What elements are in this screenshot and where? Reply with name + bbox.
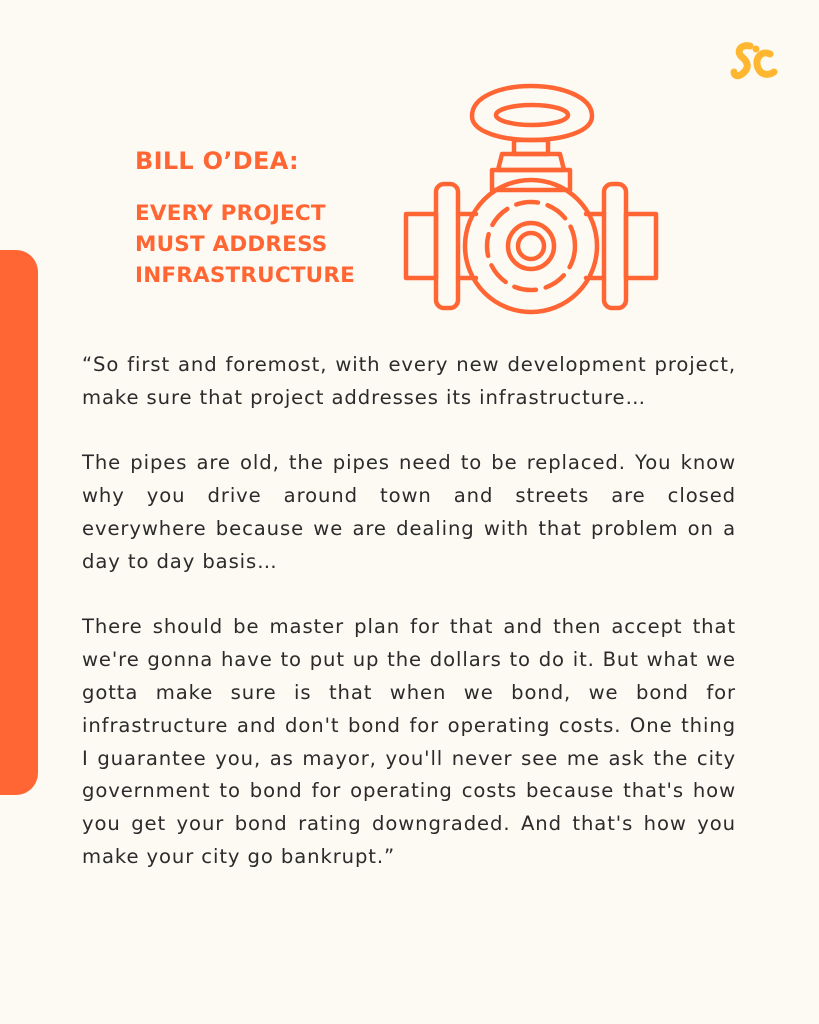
decorative-side-bar [0, 250, 38, 795]
headline-line-2: MUST ADDRESS [135, 232, 328, 257]
speaker-name: BILL O’DEA: [135, 147, 299, 175]
headline-line-3: INFRASTRUCTURE [135, 263, 355, 288]
headline-line-1: EVERY PROJECT [135, 201, 326, 226]
sc-logo-icon [730, 40, 778, 84]
quote-paragraph-3: There should be master plan for that and then accept that we're gonna have to put up the dollars to do it. But what we gotta make sure is that when we bond, we bond for infrastructure and don't bond for operating costs. One thing I guarantee you, as mayor, you'll never see me ask the city government to bond for operating costs because that's how you get your bond rating downgraded. And that's how you make your city go bankrupt.” [82, 615, 736, 868]
pipe-valve-icon [402, 80, 660, 316]
quote-text [82, 349, 736, 874]
quote-paragraph-2: The pipes are old, the pipes need to be replaced. You know why you drive around town and streets are closed everywhere because we are dealing with that problem on a day to day basis… [82, 451, 736, 573]
quote-paragraph-1: “So first and foremost, with every new development project, make sure that project addresses its infrastructure… [82, 353, 736, 409]
headline [135, 146, 355, 291]
